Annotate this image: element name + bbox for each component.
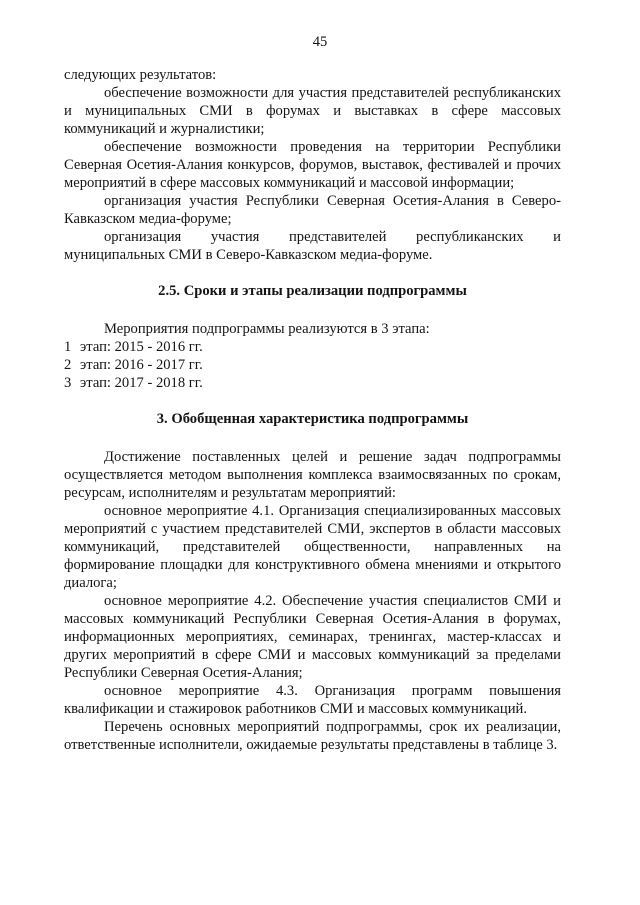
intro-item-2: обеспечение возможности проведения на территории Республики Северная Осетия-Алания конкурсов, форумов, выставок, фестивалей и прочих мероприятий в сфере массовых коммуникаций и массовой информации; [64,139,561,191]
section-heading-3: 3. Обобщенная характеристика подпрограммы [156,411,469,427]
stage-text: этап: 2016 - 2017 гг. [80,357,203,373]
intro-item-1: обеспечение возможности для участия представителей республиканских и муниципальных СМИ в форумах и выставках в сфере массовых коммуникаций и журналистики; [64,85,561,137]
intro-item-3: организация участия Республики Северная Осетия-Алания в Северо-Кавказском медиа-форуме; [64,193,561,227]
stage-number: 2 [64,357,72,373]
section-3-paragraph-5: Перечень основных мероприятий подпрограммы, срок их реализации, ответственные исполнители, ожидаемые результаты представлены в таблице 3. [64,719,561,753]
spacer [64,392,561,410]
spacer [64,264,561,282]
stage-item-2 [64,356,561,374]
spacer [64,300,561,320]
section-3-paragraph-1: Достижение поставленных целей и решение задач подпрограммы осуществляется методом выполнения комплекса взаимосвязанных по срокам, ресурсам, исполнителям и результатам мероприятий: [64,449,561,501]
stage-item-3 [64,374,561,392]
spacer [64,428,561,448]
section-heading-2-5: 2.5. Сроки и этапы реализации подпрограммы [158,283,467,299]
section-3-paragraph-2: основное мероприятие 4.1. Организация специализированных массовых мероприятий с участием представителей СМИ, экспертов в области массовых коммуникаций, представителей общественности, направленных на формирование площадки для конструктивного обмена мнениями и открытого диалога; [64,503,561,591]
intro-lead: следующих результатов: [64,67,217,83]
stages-lead: Мероприятия подпрограммы реализуются в 3 этапа: [104,321,430,337]
stage-text: этап: 2015 - 2016 гг. [80,339,203,355]
stage-number: 1 [64,339,72,355]
document-body [64,66,561,754]
stage-text: этап: 2017 - 2018 гг. [80,375,203,391]
intro-item-4: организация участия представителей республиканских и муниципальных СМИ в Северо-Кавказском медиа-форуме. [64,229,561,263]
stage-item-1 [64,338,561,356]
section-3-paragraph-4: основное мероприятие 4.3. Организация программ повышения квалификации и стажировок работников СМИ и массовых коммуникаций. [64,683,561,717]
stage-number: 3 [64,375,72,391]
section-3-paragraph-3: основное мероприятие 4.2. Обеспечение участия специалистов СМИ и массовых коммуникаций Республики Северная Осетия-Алания в форумах, информационных мероприятиях, семинарах, тренингах, мастер-классах и других мероприятий в сфере СМИ и массовых коммуникаций за пределами Республики Северная Осетия-Алания; [64,593,561,681]
page-number: 45 [312,34,328,50]
